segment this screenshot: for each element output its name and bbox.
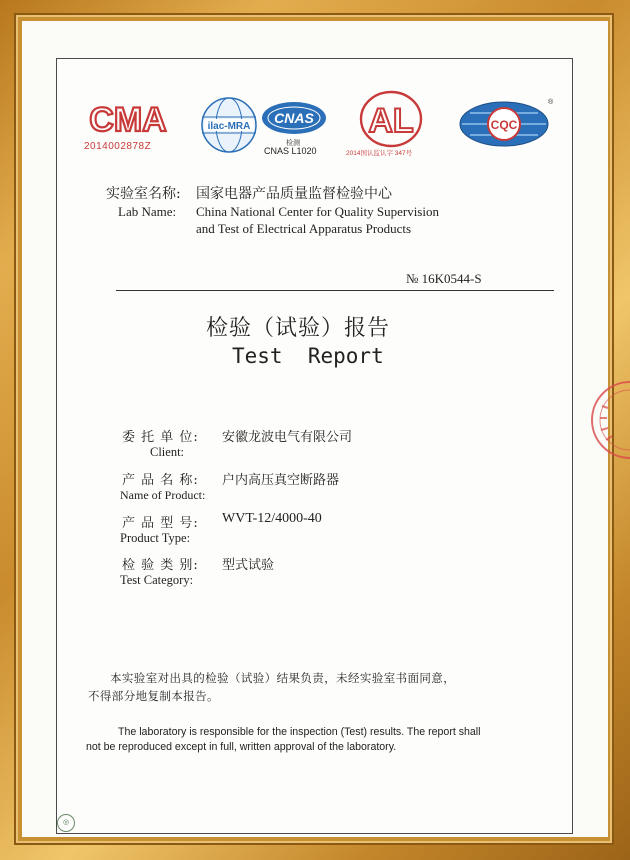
green-seal-icon: ◎ — [57, 814, 75, 832]
product-type-value: WVT-12/4000-40 — [222, 511, 322, 526]
report-cover-sheet — [56, 58, 573, 834]
cnas-number: CNAS L1020 — [264, 146, 317, 156]
product-name-value: 户内高压真空断路器 — [222, 473, 340, 488]
product-name-label-en: Name of Product: — [120, 488, 206, 502]
cnas-logo — [258, 98, 330, 158]
divider-line — [116, 290, 554, 291]
red-seal-icon — [588, 378, 630, 462]
test-category-label-en: Test Category: — [120, 573, 194, 587]
ilac-logo — [196, 95, 262, 157]
cal-logo-icon — [346, 90, 436, 148]
lab-name-en-line2: and Test of Electrical Apparatus Products — [196, 221, 412, 236]
lab-label-cn: 实验室名称: — [106, 186, 181, 202]
svg-text:®: ® — [548, 99, 554, 106]
notice-en-line1: The laboratory is responsible for the inspection (Test) results. The report shall — [118, 726, 481, 738]
notice-cn-line1: 本实验室对出具的检验（试验）结果负责，未经实验室书面同意， — [110, 671, 456, 685]
svg-text:CMA: CMA — [89, 101, 167, 139]
cnas-sub: 检测 — [286, 139, 300, 147]
client-label-cn: 委 托 单 位: — [122, 430, 199, 445]
notice-cn-line2: 不得部分地复制本报告。 — [88, 689, 219, 703]
client-value: 安徽龙波电气有限公司 — [222, 430, 353, 445]
ilac-globe-icon — [196, 95, 262, 157]
lab-name-cn: 国家电器产品质量监督检验中心 — [196, 186, 392, 202]
svg-text:CQC: CQC — [490, 118, 518, 132]
cqc-logo — [456, 96, 554, 152]
title-en: Test Report — [232, 344, 384, 368]
client-label-en: Client: — [150, 445, 185, 459]
cma-number: 2014002878Z — [84, 141, 152, 152]
test-category-label-cn: 检 验 类 别: — [122, 558, 199, 573]
svg-text:AL: AL — [368, 102, 414, 140]
lab-label-en: Lab Name: — [118, 204, 177, 219]
svg-text:CNAS: CNAS — [274, 110, 314, 126]
test-category-value: 型式试验 — [222, 558, 275, 573]
product-type-label-en: Product Type: — [120, 531, 191, 545]
product-type-label-cn: 产 品 型 号: — [122, 516, 199, 531]
lab-name-en-line1: China National Center for Quality Supervision — [196, 204, 439, 219]
cal-logo — [346, 90, 436, 160]
svg-text:ilac-MRA: ilac-MRA — [207, 121, 251, 132]
product-name-label-cn: 产 品 名 称: — [122, 473, 199, 488]
cal-number: 2014国认监认字 347号 — [346, 150, 413, 157]
cqc-globe-icon — [456, 96, 554, 152]
title-cn: 检验（试验）报告 — [206, 316, 391, 341]
cnas-oval-icon — [258, 98, 330, 138]
report-number: № 16K0544-S — [406, 271, 482, 286]
notice-en-line2: not be reproduced except in full, written approval of the laboratory. — [86, 741, 397, 753]
cma-logo — [82, 95, 174, 157]
